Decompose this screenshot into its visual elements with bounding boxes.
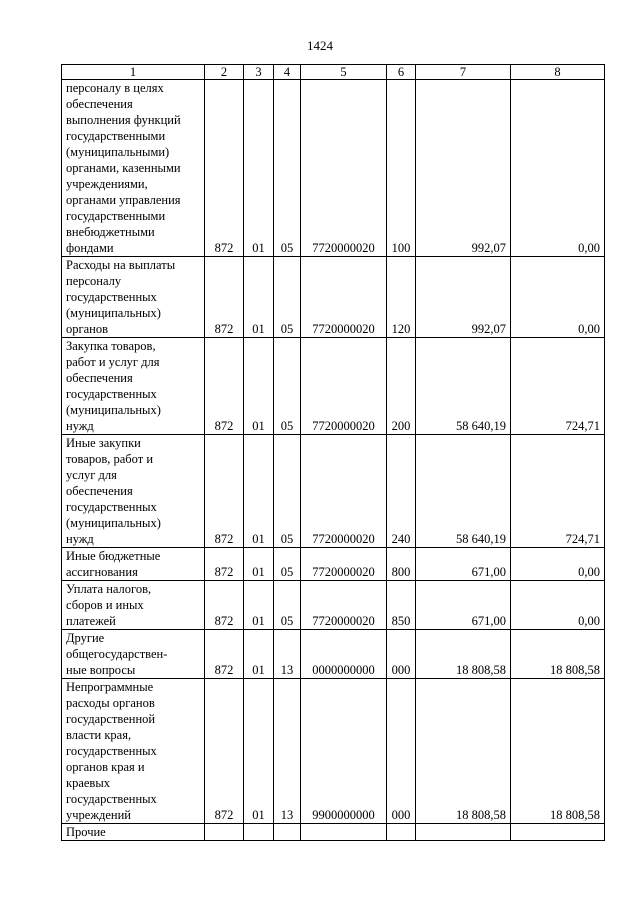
expense-name-cell: [62, 548, 205, 581]
target-article-cell: 7720000020: [301, 338, 387, 435]
subsection-cell: [274, 824, 301, 841]
expense-name-line: органами управления: [66, 193, 181, 207]
expense-type-cell: 200: [387, 338, 416, 435]
target-article-cell: 7720000020: [301, 581, 387, 630]
header-col-6: 6: [387, 65, 416, 80]
expense-name-line: органов: [66, 322, 109, 336]
expense-name-line: государственными: [66, 129, 166, 143]
header-col-7: 7: [416, 65, 511, 80]
section-cell: 01: [244, 257, 274, 338]
code-admin-cell: 872: [205, 679, 244, 824]
expense-name-line: Другие: [66, 631, 105, 645]
amount-plan-cell: 58 640,19: [416, 338, 511, 435]
section-cell: [244, 824, 274, 841]
subsection-cell: 05: [274, 548, 301, 581]
header-row: [62, 65, 605, 80]
expense-name-cell: [62, 80, 205, 257]
expense-name-line: обеспечения: [66, 484, 133, 498]
expense-name-line: персоналу в целях: [66, 81, 164, 95]
expense-name-line: (муниципальных): [66, 516, 161, 530]
expense-name-line: работ и услуг для: [66, 355, 160, 369]
amount-plan-cell: [416, 824, 511, 841]
amount-plan-cell: 671,00: [416, 581, 511, 630]
expense-name-line: обеспечения: [66, 97, 133, 111]
expense-type-cell: [387, 824, 416, 841]
expense-name-line: ассигнования: [66, 565, 138, 579]
section-cell: 01: [244, 679, 274, 824]
amount-plan-cell: 992,07: [416, 80, 511, 257]
table-row: [62, 679, 605, 824]
expense-name-line: государственными: [66, 209, 166, 223]
amount-fact-cell: 0,00: [511, 80, 605, 257]
code-admin-cell: 872: [205, 435, 244, 548]
amount-fact-cell: [511, 824, 605, 841]
expense-name-line: выполнения функций: [66, 113, 181, 127]
expense-name-line: внебюджетными: [66, 225, 155, 239]
code-admin-cell: 872: [205, 80, 244, 257]
header-col-8: 8: [511, 65, 605, 80]
header-col-1: 1: [62, 65, 205, 80]
amount-fact-cell: 18 808,58: [511, 679, 605, 824]
expense-name-line: государственной: [66, 712, 156, 726]
table-row: [62, 824, 605, 841]
expense-name-line: сборов и иных: [66, 598, 144, 612]
subsection-cell: 05: [274, 257, 301, 338]
expense-name-line: Расходы на выплаты: [66, 258, 176, 272]
amount-fact-cell: 0,00: [511, 548, 605, 581]
expense-name-line: Непрограммные: [66, 680, 154, 694]
expense-name-line: персоналу: [66, 274, 122, 288]
amount-plan-cell: 18 808,58: [416, 679, 511, 824]
expense-name-line: услуг для: [66, 468, 117, 482]
amount-plan-cell: 992,07: [416, 257, 511, 338]
expense-name-line: Иные бюджетные: [66, 549, 161, 563]
subsection-cell: 05: [274, 581, 301, 630]
code-admin-cell: 872: [205, 338, 244, 435]
expense-type-cell: 120: [387, 257, 416, 338]
expense-name-line: государственных: [66, 792, 157, 806]
expense-name-line: учреждениями,: [66, 177, 148, 191]
amount-plan-cell: 671,00: [416, 548, 511, 581]
expense-name-cell: [62, 257, 205, 338]
header-col-3: 3: [244, 65, 274, 80]
expense-name-line: Прочие: [66, 825, 106, 839]
section-cell: 01: [244, 435, 274, 548]
budget-table: [61, 64, 605, 841]
amount-plan-cell: 18 808,58: [416, 630, 511, 679]
expense-type-cell: 240: [387, 435, 416, 548]
amount-plan-cell: 58 640,19: [416, 435, 511, 548]
subsection-cell: 13: [274, 679, 301, 824]
code-admin-cell: [205, 824, 244, 841]
subsection-cell: 13: [274, 630, 301, 679]
expense-name-line: государственных: [66, 744, 157, 758]
expense-type-cell: 850: [387, 581, 416, 630]
expense-type-cell: 100: [387, 80, 416, 257]
expense-name-cell: [62, 824, 205, 841]
header-col-2: 2: [205, 65, 244, 80]
amount-fact-cell: 724,71: [511, 435, 605, 548]
expense-name-line: (муниципальных): [66, 403, 161, 417]
table-row: [62, 581, 605, 630]
table-row: [62, 630, 605, 679]
expense-name-line: Иные закупки: [66, 436, 141, 450]
code-admin-cell: 872: [205, 257, 244, 338]
expense-name-line: органами, казенными: [66, 161, 181, 175]
expense-type-cell: 800: [387, 548, 416, 581]
amount-fact-cell: 0,00: [511, 257, 605, 338]
expense-name-line: нужд: [66, 532, 94, 546]
table-row: [62, 435, 605, 548]
code-admin-cell: 872: [205, 630, 244, 679]
expense-name-line: нужд: [66, 419, 94, 433]
expense-name-line: (муниципальными): [66, 145, 170, 159]
expense-name-line: государственных: [66, 290, 157, 304]
target-article-cell: 9900000000: [301, 679, 387, 824]
table-row: [62, 80, 605, 257]
expense-name-line: товаров, работ и: [66, 452, 154, 466]
section-cell: 01: [244, 630, 274, 679]
target-article-cell: 7720000020: [301, 80, 387, 257]
header-col-5: 5: [301, 65, 387, 80]
expense-name-line: (муниципальных): [66, 306, 161, 320]
expense-name-line: органов края и: [66, 760, 145, 774]
expense-type-cell: 000: [387, 630, 416, 679]
expense-name-line: краевых: [66, 776, 110, 790]
expense-name-cell: [62, 581, 205, 630]
section-cell: 01: [244, 80, 274, 257]
expense-name-line: учреждений: [66, 808, 131, 822]
header-col-4: 4: [274, 65, 301, 80]
expense-name-line: государственных: [66, 387, 157, 401]
table-row: [62, 548, 605, 581]
target-article-cell: 7720000020: [301, 435, 387, 548]
section-cell: 01: [244, 548, 274, 581]
expense-name-line: Закупка товаров,: [66, 339, 156, 353]
expense-type-cell: 000: [387, 679, 416, 824]
expense-name-cell: [62, 338, 205, 435]
target-article-cell: 7720000020: [301, 257, 387, 338]
page-number: 1424: [307, 38, 333, 53]
expense-name-cell: [62, 435, 205, 548]
amount-fact-cell: 0,00: [511, 581, 605, 630]
target-article-cell: [301, 824, 387, 841]
code-admin-cell: 872: [205, 548, 244, 581]
expense-name-line: власти края,: [66, 728, 132, 742]
amount-fact-cell: 724,71: [511, 338, 605, 435]
expense-name-cell: [62, 679, 205, 824]
table-row: [62, 257, 605, 338]
expense-name-line: обеспечения: [66, 371, 133, 385]
expense-name-line: ные вопросы: [66, 663, 136, 677]
amount-fact-cell: 18 808,58: [511, 630, 605, 679]
expense-name-line: платежей: [66, 614, 116, 628]
table-row: [62, 338, 605, 435]
section-cell: 01: [244, 338, 274, 435]
subsection-cell: 05: [274, 435, 301, 548]
expense-name-line: фондами: [66, 241, 114, 255]
expense-name-line: общегосударствен-: [66, 647, 168, 661]
target-article-cell: 0000000000: [301, 630, 387, 679]
target-article-cell: 7720000020: [301, 548, 387, 581]
subsection-cell: 05: [274, 80, 301, 257]
code-admin-cell: 872: [205, 581, 244, 630]
expense-name-line: государственных: [66, 500, 157, 514]
section-cell: 01: [244, 581, 274, 630]
expense-name-line: расходы органов: [66, 696, 155, 710]
expense-name-line: Уплата налогов,: [66, 582, 152, 596]
subsection-cell: 05: [274, 338, 301, 435]
expense-name-cell: [62, 630, 205, 679]
